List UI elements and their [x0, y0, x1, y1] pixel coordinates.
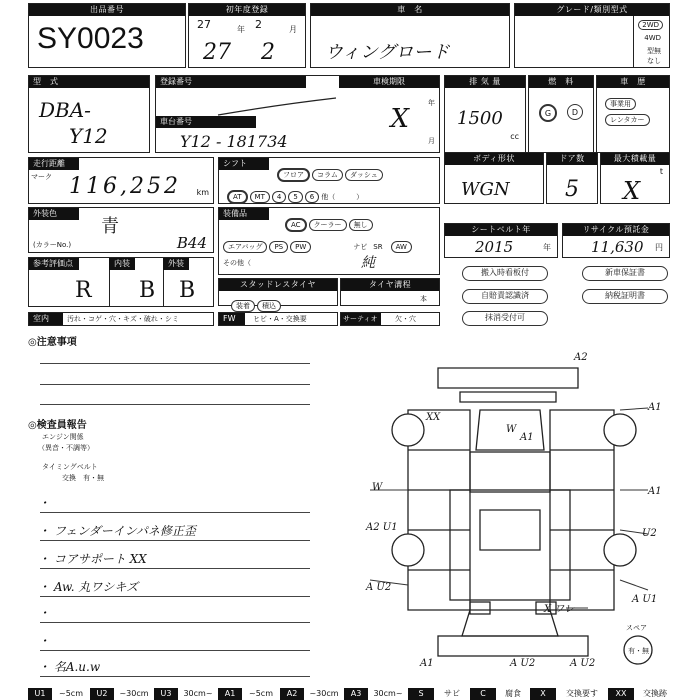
color-box [28, 207, 214, 253]
legend-val-a2: ~30cm [304, 688, 344, 700]
color-header: 外装色 [29, 208, 79, 220]
legend-val-a1: ~5cm [242, 688, 280, 700]
seatbelt-unit: 年 [543, 243, 551, 252]
capacity-unit: t [659, 167, 663, 176]
doc-insurance: 自賠責認識済 [462, 289, 548, 304]
report-rule-2 [40, 540, 310, 541]
mark-right-u2: U2 [642, 528, 657, 539]
body-box [444, 152, 544, 204]
equipment-other-value: 純 [361, 255, 375, 271]
equip-airbag: エアバッグ [223, 241, 267, 253]
report-rule-5 [40, 622, 310, 623]
doc-sign: 搬入時看板付 [462, 266, 548, 281]
fuel-box [528, 75, 594, 153]
car-name-box [310, 3, 510, 68]
grade-divider [633, 16, 634, 68]
shift-dash: ダッシュ [345, 169, 383, 181]
first-reg-year-print: 27 [197, 18, 211, 31]
grade-none: なし [647, 57, 661, 65]
equipment-box [218, 207, 440, 275]
grade-box [514, 3, 670, 68]
equipment-row1 [285, 212, 375, 232]
legend-key-a2: A2 [280, 688, 304, 700]
fuel-diesel: D [567, 104, 583, 120]
legend-val-a3: 30cm~ [368, 688, 408, 700]
mark-rear-crack: X ワレ [544, 604, 575, 615]
shift-row2 [227, 184, 363, 204]
mark-bottom-au2b: A U2 [570, 658, 596, 669]
report-line-6: ・ [38, 634, 51, 648]
report-line-1: ・ [38, 496, 51, 510]
model-box [28, 75, 150, 153]
mark-bottom-a1: A1 [420, 658, 434, 669]
tire-header: タイヤ溝程 [341, 279, 439, 291]
model-header: 型 式 [29, 76, 149, 88]
doc-tax: 納税証明書 [582, 289, 668, 304]
shift-4: 4 [272, 191, 286, 203]
shift-floor: フロア [277, 168, 310, 182]
equipment-row2 [223, 234, 414, 253]
spare-label: スペア [626, 624, 647, 632]
legend-val-c: 腐食 [496, 688, 530, 700]
displacement-box [444, 75, 526, 153]
legend-val-x: 交換要す [556, 688, 608, 700]
recycle-box [562, 223, 670, 258]
mileage-mark-label: マーク [31, 173, 52, 181]
chassis-header: 車台番号 [156, 116, 256, 128]
seatbelt-box [444, 223, 558, 258]
shift-other: 他（ ） [321, 193, 364, 201]
interior-strip-label: 室内 [29, 313, 63, 325]
first-reg-year-hand: 27 [203, 40, 231, 65]
reg-number-header: 登録番号 [156, 76, 306, 88]
interior-score-value: B [139, 278, 156, 303]
mark-right-au1: A U1 [632, 594, 658, 605]
legend-key-xx: XX [608, 688, 634, 700]
doc-warranty: 新車保証書 [582, 266, 668, 281]
report-line-3: ・ コアサポート XX [38, 552, 147, 566]
legend-key-c: C [470, 688, 496, 700]
sunroof-strip-items: 欠・穴 [395, 315, 416, 323]
tire-box [340, 278, 440, 306]
engine-label: エンジン関係 [42, 433, 84, 441]
usage-rental: レンタカー [605, 114, 650, 126]
recycle-header: リサイクル預託金 [563, 224, 669, 236]
scores-divider-2 [163, 270, 164, 306]
equip-pw: PW [290, 241, 311, 253]
report-line-4: ・ Aw. 丸ワシキズ [38, 580, 139, 594]
tire-unit: 本 [420, 295, 427, 303]
notes-line-1 [40, 363, 310, 364]
legend-val-u1: ~5cm [52, 688, 90, 700]
legend-val-xx: 交換跡 [634, 688, 676, 700]
body-value: WGN [461, 179, 510, 200]
seatbelt-header: シートベルト年 [445, 224, 557, 236]
color-value: 青 [101, 216, 119, 237]
inspection-header: 車検期限 [339, 76, 439, 88]
displacement-unit: cc [510, 132, 519, 141]
engine-sublabel: （異音・不調等） [38, 444, 94, 452]
mileage-header: 走行距離 [29, 158, 79, 170]
fuel-header: 燃 料 [529, 76, 593, 88]
belt-label: タイミングベルト [42, 463, 98, 471]
mark-right-a1b: A1 [648, 486, 662, 497]
legend-val-u3: 30cm~ [178, 688, 218, 700]
belt-sublabel: 交換 有・無 [62, 474, 104, 482]
mark-right-a1: A1 [648, 402, 662, 413]
report-rule-7 [40, 676, 310, 677]
legend-key-u1: U1 [28, 688, 52, 700]
legend-key-u3: U3 [154, 688, 178, 700]
spare-value: 有・無 [628, 647, 649, 655]
lot-number-header: 出品番号 [29, 4, 185, 16]
mileage-box [28, 157, 214, 204]
ref-score-header: 参考評価点 [29, 258, 79, 270]
car-name-header: 車 名 [311, 4, 509, 16]
studless-box [218, 278, 338, 310]
legend-key-s: S [408, 688, 434, 700]
equip-none: 無し [349, 219, 373, 231]
grade-header: グレード/類別型式 [515, 4, 669, 16]
equip-cooler: クーラー [309, 219, 347, 231]
seatbelt-value: 2015 [475, 238, 514, 256]
mark-bottom-au2a: A U2 [510, 658, 536, 669]
usage-header: 車 歴 [597, 76, 669, 88]
mark-front-a2: A2 [574, 352, 588, 363]
notes-title: ◎注意事項 [28, 337, 77, 348]
mark-left-w: W [372, 482, 383, 493]
report-line-7: ・ 名A.u.w [38, 660, 101, 674]
studless-mounted: 装着 [231, 300, 255, 312]
equip-sr: SR [373, 243, 383, 251]
studless-header: スタッドレスタイヤ [219, 279, 337, 291]
shift-header: シフト [219, 158, 269, 170]
lot-number-value: SY0023 [37, 22, 144, 55]
sunroof-strip-label: サーティオ [341, 313, 381, 325]
ref-score-value: R [75, 278, 92, 303]
usage-box [596, 75, 670, 153]
first-reg-month-hand: 2 [261, 40, 275, 65]
fw-strip [218, 312, 338, 326]
grade-2wd: 2WD [638, 20, 663, 30]
scores-divider-1 [109, 270, 110, 306]
report-rule-6 [40, 650, 310, 651]
report-line-2: ・ フェンダーインパネ修正歪 [38, 524, 196, 538]
mark-left-au2: A U2 [366, 582, 392, 593]
displacement-header: 排 気 量 [445, 76, 525, 88]
legend-key-x: X [530, 688, 556, 700]
legend-key-a3: A3 [344, 688, 368, 700]
car-name-value: ウィングロード [325, 42, 450, 63]
recycle-value: 11,630 [591, 238, 644, 256]
doors-header: ドア数 [547, 153, 597, 165]
notes-line-3 [40, 404, 310, 405]
inspection-year-label: 年 [428, 99, 435, 107]
report-rule-1 [40, 512, 310, 513]
first-registration-header: 初年度登録 [189, 4, 305, 16]
body-header: ボディ形状 [445, 153, 543, 165]
capacity-value: X [623, 177, 641, 205]
report-line-5: ・ [38, 606, 51, 620]
legend-key-a1: A1 [218, 688, 242, 700]
equip-ps: PS [269, 241, 288, 253]
shift-at: AT [227, 190, 248, 204]
model-line2: Y12 [69, 124, 108, 148]
grade-4wd: 4WD [644, 34, 661, 42]
equipment-header: 装備品 [219, 208, 269, 220]
color-no-value: B44 [176, 234, 207, 252]
inspector-title: ◎検査員報告 [28, 420, 87, 431]
color-no-label: (カラーNo.) [33, 241, 72, 249]
doc-cancel: 抹消受付可 [462, 311, 548, 326]
report-rule-4 [40, 596, 310, 597]
legend-val-u2: ~30cm [114, 688, 154, 700]
studless-options [231, 293, 283, 312]
inspection-mark: X [390, 104, 409, 134]
first-reg-year-label: 年 [237, 25, 245, 34]
equip-ac: AC [285, 218, 307, 232]
shift-6: 6 [305, 191, 319, 203]
equip-navi: ナビ [353, 243, 368, 251]
mark-hood-a1: A1 [520, 432, 534, 443]
doors-box [546, 152, 598, 204]
exterior-score-header: 外装 [163, 258, 189, 270]
inspection-month-label: 月 [428, 137, 435, 145]
fw-strip-items: ヒビ・A・交換要 [253, 315, 307, 323]
sunroof-strip [340, 312, 440, 326]
notes-line-2 [40, 384, 310, 385]
capacity-header: 最大積載量 [601, 153, 669, 165]
shift-5: 5 [288, 191, 302, 203]
first-registration-box [188, 3, 306, 68]
chassis-value: Y12 - 181734 [180, 132, 288, 151]
capacity-box [600, 152, 670, 204]
interior-score-header: 内装 [109, 258, 135, 270]
scores-box [28, 257, 214, 307]
shift-column: コラム [312, 169, 343, 181]
exterior-score-value: B [179, 278, 196, 303]
model-line1: DBA- [39, 98, 91, 122]
mark-left-a2u1: A2 U1 [366, 522, 398, 533]
mileage-value: 116,252 [69, 174, 181, 199]
car-damage-diagram [330, 340, 700, 685]
equipment-other-label: その他（ [223, 259, 251, 267]
mark-left-xx: XX [426, 412, 441, 423]
interior-strip-items: 汚れ・コゲ・穴・キズ・破れ・シミ [67, 315, 179, 323]
lot-number-box [28, 3, 186, 68]
doors-value: 5 [565, 177, 579, 202]
mark-right-w: W [506, 424, 517, 435]
usage-business: 事業用 [605, 98, 636, 110]
interior-strip [28, 312, 214, 326]
displacement-value: 1500 [457, 108, 503, 129]
grade-type: 型無 [647, 47, 661, 55]
fuel-gasoline: G [539, 104, 557, 122]
fw-strip-label: FW [219, 313, 245, 325]
equip-aw: AW [391, 241, 412, 253]
first-reg-month-label: 月 [289, 25, 297, 34]
recycle-unit: 円 [655, 243, 663, 252]
registration-box [155, 75, 440, 153]
legend-key-u2: U2 [90, 688, 114, 700]
mileage-unit: km [196, 188, 209, 197]
report-rule-3 [40, 568, 310, 569]
shift-mt: MT [250, 191, 270, 203]
studless-loaded: 積込 [257, 300, 281, 312]
first-reg-month-print: 2 [255, 18, 262, 31]
shift-row1 [277, 162, 385, 182]
shift-box [218, 157, 440, 204]
legend-val-s: サビ [434, 688, 470, 700]
legend-bar [28, 688, 698, 700]
